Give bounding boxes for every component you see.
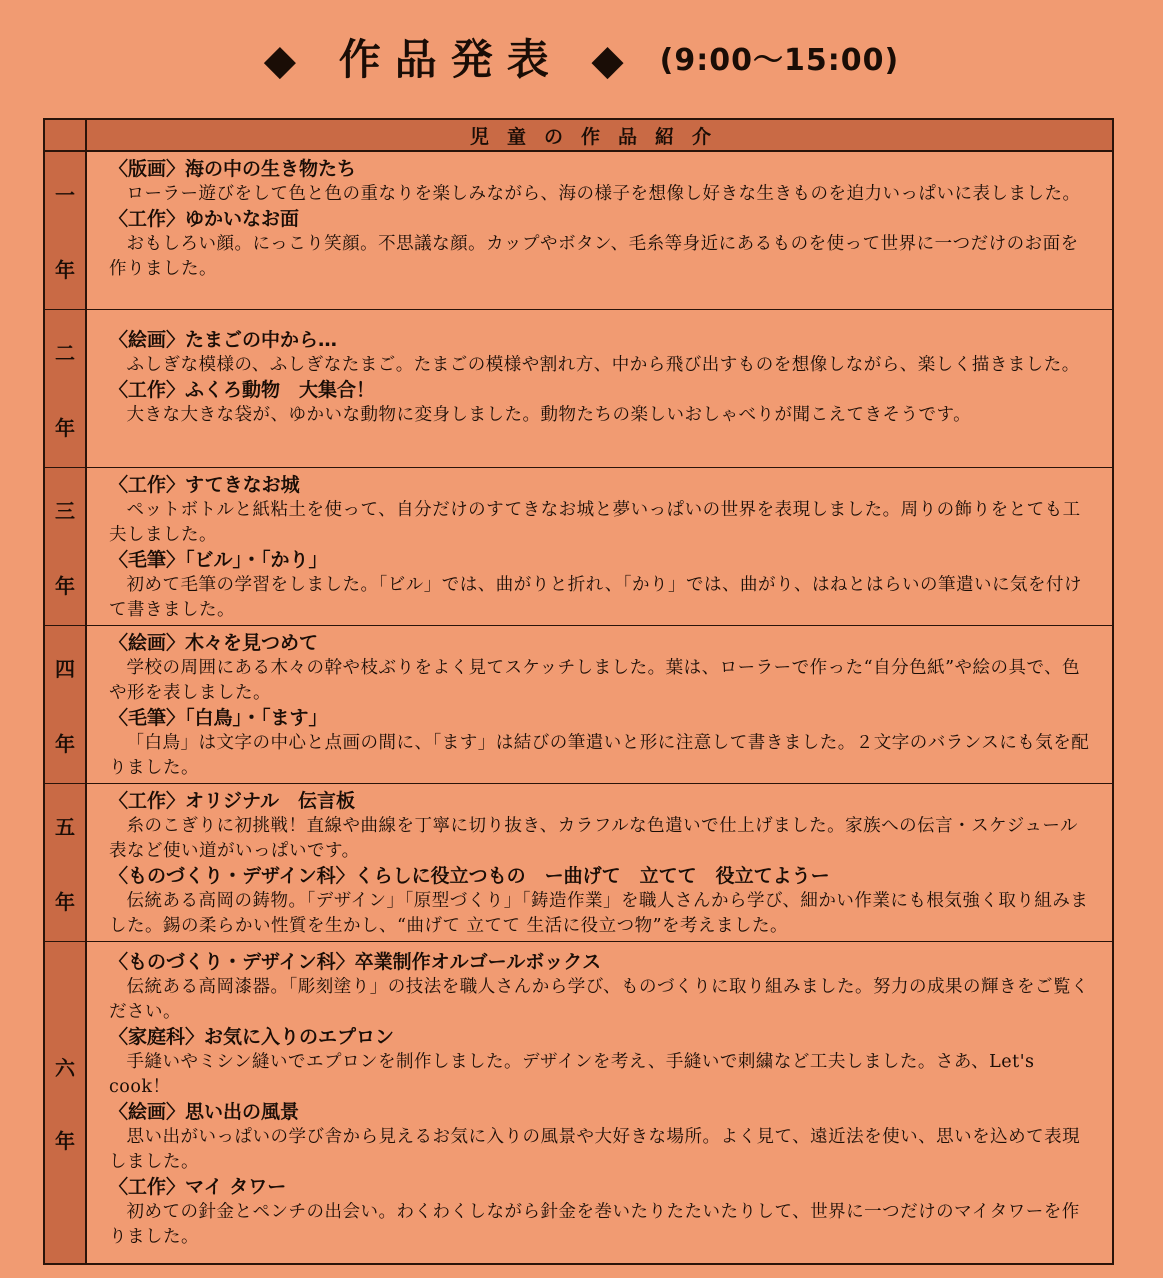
work-description: 初めて毛筆の学習をしました。「ビル」では、曲がりと折れ、「かり」では、曲がり、はねとはらいの筆遣いに気を付けて書きました。 [109, 575, 1083, 620]
grade-label-bottom: 年 [55, 889, 75, 914]
work-item [109, 157, 1094, 207]
works-table [43, 118, 1114, 1265]
grade-label-bottom: 年 [55, 257, 75, 282]
work-description: おもしろい顔。にっこり笑顔。不思議な顔。カップやボタン、毛糸等身近にあるものを使って世界に一つだけのお面を作りました。 [109, 234, 1079, 279]
grade-label-2 [45, 310, 87, 468]
work-description: 伝統ある高岡漆器。「彫刻塗り」の技法を職人さんから学び、ものづくりに取り組みました。努力の成果の輝きをご覧ください。 [109, 977, 1090, 1022]
grade-label-bottom: 年 [55, 573, 75, 598]
grade-content-2 [87, 310, 1112, 468]
work-item [109, 1175, 1094, 1250]
title-row [0, 22, 1163, 92]
work-heading: 〈ものづくり・デザイン科〉くらしに役立つもの ー曲げて 立てて 役立てようー [109, 865, 830, 887]
work-description: ペットボトルと紙粘土を使って、自分だけのすてきなお城と夢いっぱいの世界を表現しました。周りの飾りをとても工夫しました。 [109, 500, 1081, 545]
work-heading: 〈版画〉海の中の生き物たち [109, 158, 357, 180]
work-description: 手縫いやミシン縫いでエプロンを制作しました。デザインを考え、手縫いで刺繍など工夫しました。さあ、Let's cook！ [109, 1052, 1035, 1097]
work-heading: 〈工作〉ゆかいなお面 [109, 208, 300, 230]
grade-content-3 [87, 468, 1112, 626]
work-item [109, 950, 1094, 1025]
grade-label-top: 一 [55, 182, 75, 207]
work-heading: 〈毛筆〉「ビル」・「かり」 [109, 549, 328, 571]
grade-label-3 [45, 468, 87, 626]
grade-label-bottom: 年 [55, 731, 75, 756]
work-item [109, 473, 1094, 548]
work-item [109, 706, 1094, 781]
work-item [109, 631, 1094, 706]
work-item [109, 378, 1094, 428]
work-description: 学校の周囲にある木々の幹や枝ぶりをよく見てスケッチしました。葉は、ローラーで作った“自分色紙”や絵の具で、色や形を表しました。 [109, 658, 1081, 703]
table-header-corner [45, 120, 87, 152]
work-item [109, 1025, 1094, 1100]
grade-content-6 [87, 942, 1112, 1263]
work-heading: 〈ものづくり・デザイン科〉卒業制作オルゴールボックス [109, 951, 602, 973]
work-item [109, 328, 1094, 378]
grade-label-top: 三 [55, 498, 75, 523]
work-heading: 〈絵画〉たまごの中から… [109, 329, 338, 351]
grade-label-6 [45, 942, 87, 1263]
work-description: 大きな大きな袋が、ゆかいな動物に変身しました。動物たちの楽しいおしゃべりが聞こえてきそうです。 [126, 405, 972, 425]
work-description: 「白鳥」は文字の中心と点画の間に、「ます」は結びの筆遣いと形に注意して書きました。２文字のバランスにも気を配りました。 [109, 733, 1090, 778]
grade-label-top: 五 [55, 814, 75, 839]
grade-content-4 [87, 626, 1112, 784]
work-item [109, 207, 1094, 282]
grade-label-top: 六 [55, 1055, 75, 1080]
work-description: 糸のこぎりに初挑戦！直線や曲線を丁寧に切り抜き、カラフルな色遣いで仕上げました。家族への伝言・スケジュール表など使い道がいっぱいです。 [109, 816, 1079, 861]
work-heading: 〈工作〉マイ タワー [109, 1176, 287, 1198]
work-item [109, 548, 1094, 623]
grade-label-4 [45, 626, 87, 784]
event-time: (9:00〜15:00) [659, 43, 900, 78]
grade-label-bottom: 年 [55, 415, 75, 440]
work-heading: 〈工作〉オリジナル 伝言板 [109, 790, 356, 812]
work-description: 思い出がいっぱいの学び舎から見えるお気に入りの風景や大好きな場所。よく見て、遠近法を使い、思いを込めて表現しました。 [109, 1127, 1081, 1172]
page-title: ◆ 作品発表 ◆ [263, 35, 638, 84]
grade-label-top: 二 [55, 340, 75, 365]
work-heading: 〈工作〉すてきなお城 [109, 474, 300, 496]
work-item [109, 1100, 1094, 1175]
work-description: 伝統ある高岡の鋳物。「デザイン」「原型づくり」「鋳造作業」を職人さんから学び、細かい作業にも根気強く取り組みました。錫の柔らかい性質を生かし、“曲げて 立てて 生活に役立つ物”を考えました。 [109, 891, 1089, 936]
work-heading: 〈家庭科〉お気に入りのエプロン [109, 1026, 395, 1048]
work-item [109, 789, 1094, 864]
work-description: ローラー遊びをして色と色の重なりを楽しみながら、海の様子を想像し好きな生きものを迫力いっぱいに表しました。 [126, 184, 1081, 204]
grade-label-5 [45, 784, 87, 942]
work-heading: 〈工作〉ふくろ動物 大集合！ [109, 379, 376, 401]
grade-label-top: 四 [55, 656, 75, 681]
work-heading: 〈絵画〉思い出の風景 [109, 1101, 300, 1123]
work-heading: 〈絵画〉木々を見つめて [109, 632, 319, 654]
work-description: ふしぎな模様の、ふしぎなたまご。たまごの模様や割れ方、中から飛び出すものを想像しながら、楽しく描きました。 [126, 355, 1080, 375]
work-item [109, 864, 1094, 939]
grade-label-1 [45, 152, 87, 310]
work-heading: 〈毛筆〉「白鳥」・「ます」 [109, 707, 328, 729]
work-description: 初めての針金とペンチの出会い。わくわくしながら針金を巻いたりたたいたりして、世界に一つだけのマイタワーを作りました。 [109, 1202, 1080, 1247]
table-header: 児童の作品紹介 [87, 120, 1112, 152]
grade-content-5 [87, 784, 1112, 942]
grade-label-bottom: 年 [55, 1128, 75, 1153]
grade-content-1 [87, 152, 1112, 310]
